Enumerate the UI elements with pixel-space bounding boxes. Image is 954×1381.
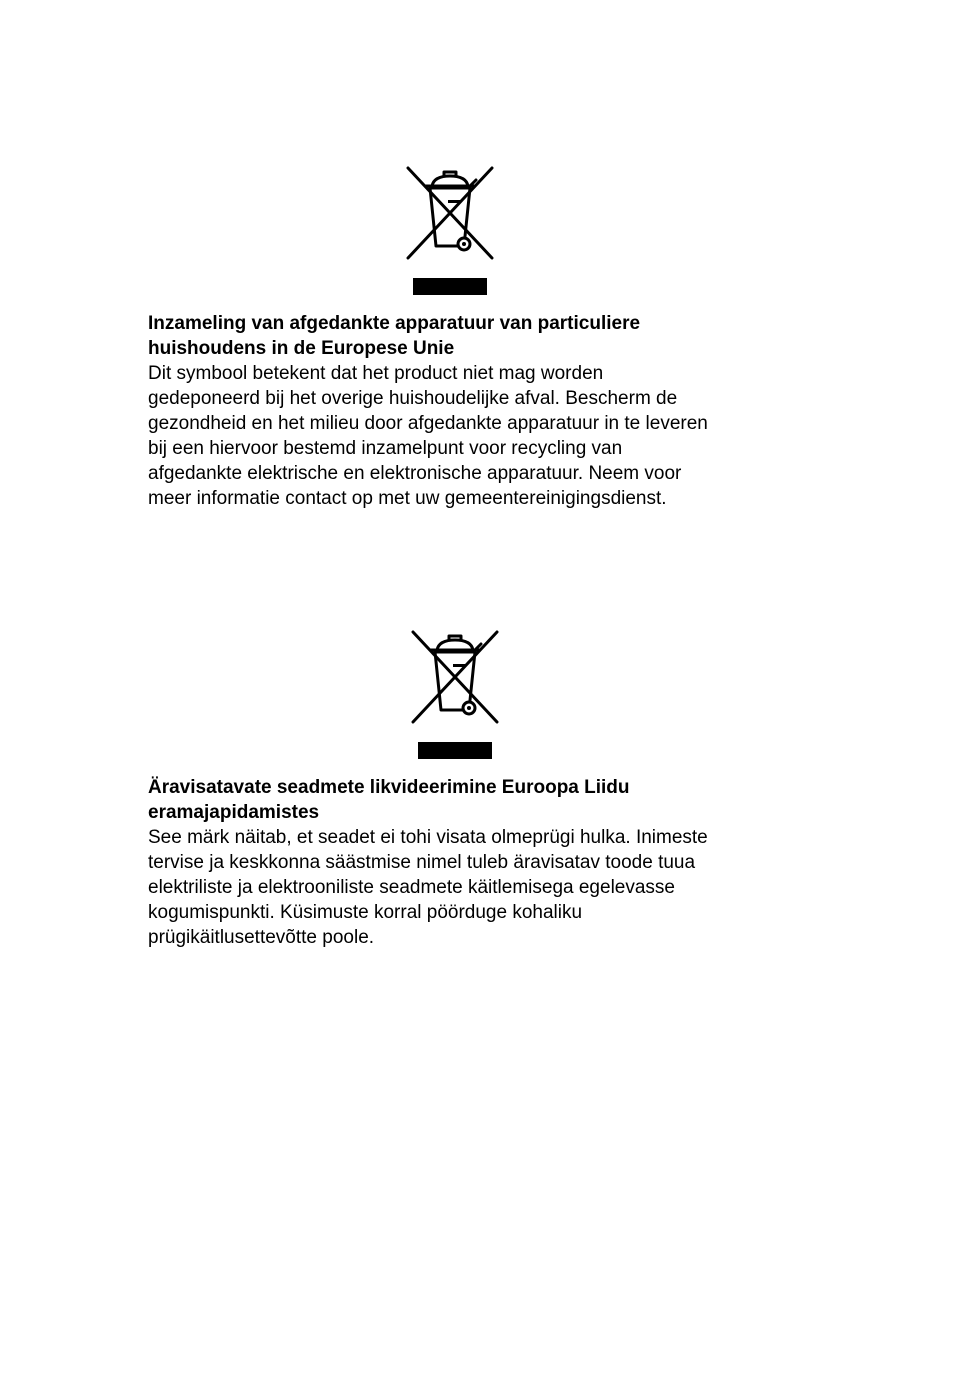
body-line: meer informatie contact op met uw gemeentereinigingsdienst. (148, 488, 667, 509)
title-line: huishoudens in de Europese Unie (148, 338, 455, 359)
body-line: gezondheid en het milieu door afgedankte apparatuur in te leveren (148, 413, 708, 434)
body-line: gedeponeerd bij het overige huishoudelijke afval. Bescherm de (148, 388, 678, 409)
weee-underline-bar (418, 742, 492, 759)
body-line: kogumispunkti. Küsimuste korral pöörduge kohaliku (148, 902, 583, 923)
body-line: afgedankte elektrische en elektronische apparatuur. Neem voor (148, 463, 682, 484)
body-line: tervise ja keskkonna säästmise nimel tuleb äravisatav toode tuua (148, 852, 696, 873)
body-line: elektriliste ja elektrooniliste seadmete käitlemisega egelevasse (148, 877, 675, 898)
notice-dutch (148, 311, 808, 511)
title-line: Äravisatavate seadmete likvideerimine Euroopa Liidu (148, 777, 630, 798)
crossed-out-wheelie-bin-icon (409, 630, 501, 726)
title-line: Inzameling van afgedankte apparatuur van particuliere (148, 313, 641, 334)
body-line: bij een hiervoor bestemd inzamelpunt voor recycling van (148, 438, 623, 459)
notice-title (148, 775, 808, 825)
body-line: Dit symbool betekent dat het product niet mag worden (148, 363, 604, 384)
notice-body (148, 361, 808, 511)
crossed-out-wheelie-bin-icon (404, 166, 496, 262)
notice-estonian (148, 775, 808, 950)
notice-body (148, 825, 808, 950)
notice-title (148, 311, 808, 361)
weee-underline-bar (413, 278, 487, 295)
body-line: See märk näitab, et seadet ei tohi visata olmeprügi hulka. Inimeste (148, 827, 708, 848)
body-line: prügikäitlusettevõtte poole. (148, 927, 375, 948)
title-line: eramajapidamistes (148, 802, 320, 823)
